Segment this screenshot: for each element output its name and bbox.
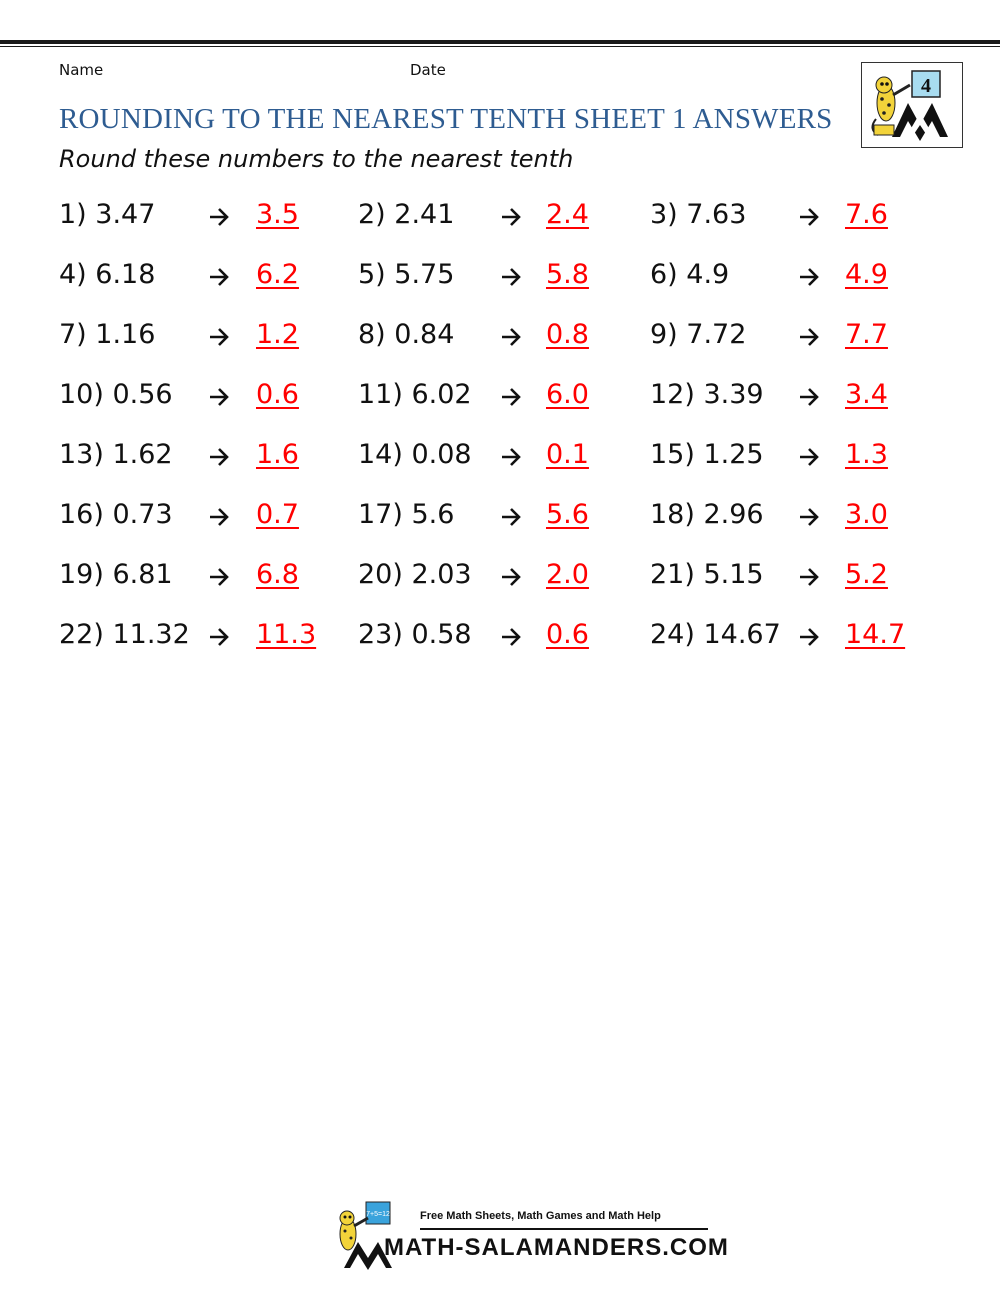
answer-16: 0.7 xyxy=(256,499,299,530)
question-7: 7) 1.16 xyxy=(59,319,156,350)
question-17: 17) 5.6 xyxy=(358,499,455,530)
question-21: 21) 5.15 xyxy=(650,559,764,590)
arrow-right-icon xyxy=(208,266,230,288)
question-3: 3) 7.63 xyxy=(650,199,747,230)
arrow-right-icon xyxy=(208,566,230,588)
answer-15: 1.3 xyxy=(845,439,888,470)
arrow-right-icon xyxy=(208,326,230,348)
arrow-right-icon xyxy=(500,446,522,468)
arrow-right-icon xyxy=(798,566,820,588)
question-2: 2) 2.41 xyxy=(358,199,455,230)
grade-number: 4 xyxy=(921,75,931,97)
answer-21: 5.2 xyxy=(845,559,888,590)
arrow-right-icon xyxy=(500,386,522,408)
arrow-right-icon xyxy=(798,446,820,468)
answer-19: 6.8 xyxy=(256,559,299,590)
answer-17: 5.6 xyxy=(546,499,589,530)
arrow-right-icon xyxy=(798,266,820,288)
arrow-right-icon xyxy=(500,506,522,528)
answer-1: 3.5 xyxy=(256,199,299,230)
name-label: Name xyxy=(59,61,104,79)
instruction-text: Round these numbers to the nearest tenth xyxy=(59,145,574,173)
arrow-right-icon xyxy=(208,206,230,228)
arrow-right-icon xyxy=(500,326,522,348)
arrow-right-icon xyxy=(500,266,522,288)
answer-3: 7.6 xyxy=(845,199,888,230)
footer-rule xyxy=(420,1228,708,1230)
salamander-logo-icon xyxy=(862,63,962,147)
question-6: 6) 4.9 xyxy=(650,259,730,290)
question-13: 13) 1.62 xyxy=(59,439,173,470)
question-19: 19) 6.81 xyxy=(59,559,173,590)
grade-logo xyxy=(861,62,963,148)
answer-13: 1.6 xyxy=(256,439,299,470)
arrow-right-icon xyxy=(798,326,820,348)
answer-24: 14.7 xyxy=(845,619,906,650)
question-4: 4) 6.18 xyxy=(59,259,156,290)
footer-logo xyxy=(326,1198,729,1270)
answer-18: 3.0 xyxy=(845,499,888,530)
answer-4: 6.2 xyxy=(256,259,299,290)
answer-10: 0.6 xyxy=(256,379,299,410)
answer-22: 11.3 xyxy=(256,619,317,650)
question-11: 11) 6.02 xyxy=(358,379,472,410)
answer-7: 1.2 xyxy=(256,319,299,350)
question-22: 22) 11.32 xyxy=(59,619,190,650)
question-8: 8) 0.84 xyxy=(358,319,455,350)
answer-9: 7.7 xyxy=(845,319,888,350)
question-20: 20) 2.03 xyxy=(358,559,472,590)
arrow-right-icon xyxy=(208,506,230,528)
question-18: 18) 2.96 xyxy=(650,499,764,530)
question-5: 5) 5.75 xyxy=(358,259,455,290)
date-label: Date xyxy=(410,61,446,79)
answer-8: 0.8 xyxy=(546,319,589,350)
question-1: 1) 3.47 xyxy=(59,199,156,230)
answer-2: 2.4 xyxy=(546,199,589,230)
question-23: 23) 0.58 xyxy=(358,619,472,650)
answer-11: 6.0 xyxy=(546,379,589,410)
question-15: 15) 1.25 xyxy=(650,439,764,470)
footer-site-name: MATH-SALAMANDERS.COM xyxy=(384,1234,729,1261)
svg-text:7+5=12: 7+5=12 xyxy=(366,1211,390,1218)
top-rule-thin xyxy=(0,46,1000,47)
arrow-right-icon xyxy=(208,386,230,408)
arrow-right-icon xyxy=(500,206,522,228)
question-12: 12) 3.39 xyxy=(650,379,764,410)
arrow-right-icon xyxy=(798,506,820,528)
worksheet-title: ROUNDING TO THE NEAREST TENTH SHEET 1 ANSWERS xyxy=(59,103,833,135)
arrow-right-icon xyxy=(500,566,522,588)
question-10: 10) 0.56 xyxy=(59,379,173,410)
arrow-right-icon xyxy=(798,626,820,648)
question-14: 14) 0.08 xyxy=(358,439,472,470)
arrow-right-icon xyxy=(208,626,230,648)
question-24: 24) 14.67 xyxy=(650,619,781,650)
top-rule xyxy=(0,40,1000,44)
footer-tagline: Free Math Sheets, Math Games and Math Help xyxy=(420,1210,661,1222)
arrow-right-icon xyxy=(500,626,522,648)
answer-6: 4.9 xyxy=(845,259,888,290)
answer-14: 0.1 xyxy=(546,439,589,470)
answer-20: 2.0 xyxy=(546,559,589,590)
question-9: 9) 7.72 xyxy=(650,319,747,350)
answer-5: 5.8 xyxy=(546,259,589,290)
answer-12: 3.4 xyxy=(845,379,888,410)
arrow-right-icon xyxy=(798,206,820,228)
question-16: 16) 0.73 xyxy=(59,499,173,530)
arrow-right-icon xyxy=(798,386,820,408)
answer-23: 0.6 xyxy=(546,619,589,650)
arrow-right-icon xyxy=(208,446,230,468)
